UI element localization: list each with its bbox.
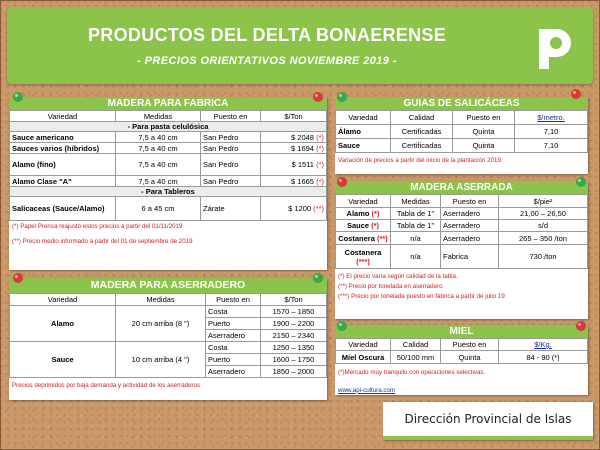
col-header: Puesto en <box>201 111 261 122</box>
cell-precio: $ 1200 (**) <box>261 197 327 221</box>
cell-variedad: Sauce <box>10 342 116 378</box>
cell-variedad: Miel Oscura <box>336 351 391 364</box>
cell-precio: 84 - 90 (*) <box>499 351 588 364</box>
cell-precio: s/d <box>499 220 588 232</box>
header-banner <box>7 7 593 84</box>
col-header: $/Ton <box>261 294 327 306</box>
col-header: Variedad <box>10 294 116 306</box>
cell-precio: $ 1665 (*) <box>261 176 327 187</box>
cell-puesto: Quinta <box>453 125 515 139</box>
table-row <box>336 232 588 245</box>
pushpin-icon <box>575 176 587 188</box>
col-header: Medidas <box>116 294 206 306</box>
cell-variedad: Sauce (*) <box>336 220 391 232</box>
col-header: $/pie² <box>499 195 588 208</box>
cell-calidad: 50/100 mm <box>391 351 441 364</box>
pushpin-icon <box>570 88 582 100</box>
footer-card <box>383 402 593 440</box>
section-label: - Para pasta celulósica <box>10 122 327 132</box>
pushpin-icon <box>12 91 24 103</box>
cell-variedad: Alamo (*) <box>336 208 391 220</box>
cell-puesto: Puerto <box>206 354 261 366</box>
footnote: (*) Papel Prensa reajustó estos precios a partir del 01/11/2019 <box>12 223 183 230</box>
cell-variedad: Alamo <box>10 306 116 342</box>
cell-puesto: Aserradero <box>441 232 499 245</box>
footnote: (*)Mercado muy tranquilo con operaciones selectivas. <box>338 369 486 376</box>
aserrada-table <box>335 194 588 269</box>
pushpin-icon <box>312 272 324 284</box>
col-header: Puesto en <box>206 294 261 306</box>
cell-puesto: Costa <box>206 306 261 318</box>
cell-puesto: Aserradero <box>441 208 499 220</box>
miel-table <box>335 338 588 364</box>
table-row <box>10 154 327 176</box>
footnote: (***) Precio por tonelada puesto en fábrica a partir de julio 19 <box>338 292 505 300</box>
cell-calidad: Certificadas <box>391 125 453 139</box>
table-row <box>336 125 588 139</box>
cell-medidas: 7,5 a 40 cm <box>116 143 201 154</box>
col-header: $/Kg. <box>499 339 588 351</box>
footnote: (**) Precio por tonelada en aserradero <box>338 282 443 290</box>
cell-precio: 2150 – 2340 <box>261 330 327 342</box>
col-header: Medidas <box>391 195 441 208</box>
cell-medidas: 7,5 a 40 cm <box>116 132 201 143</box>
panel-title: MADERA PARA FABRICA <box>9 97 327 110</box>
panel-title: MADERA PARA ASERRADERO <box>9 278 327 293</box>
cell-puesto: San Pedro <box>201 132 261 143</box>
cell-puesto: San Pedro <box>201 143 261 154</box>
cell-precio: $ 1511 (*) <box>261 154 327 176</box>
table-row <box>336 351 588 364</box>
cell-precio: 730 /ton <box>499 245 588 269</box>
col-header: $/metro. <box>515 111 588 125</box>
col-header: Medidas <box>116 111 201 122</box>
col-header: Variedad <box>336 195 391 208</box>
pushpin-icon <box>575 320 587 332</box>
cell-puesto: Aserradero <box>206 366 261 378</box>
cell-calidad: Certificadas <box>391 139 453 153</box>
cell-precio: 7,10 <box>515 125 588 139</box>
table-row <box>10 197 327 221</box>
cell-variedad: Alamo Clase "A" <box>10 176 116 187</box>
cell-precio: 1250 – 1350 <box>261 342 327 354</box>
cell-precio: 7,10 <box>515 139 588 153</box>
pushpin-icon <box>12 272 24 284</box>
cell-medidas: n/a <box>391 245 441 269</box>
page-subtitle: - PRECIOS ORIENTATIVOS NOVIEMBRE 2019 - <box>137 55 397 67</box>
cell-puesto: Fabrica <box>441 245 499 269</box>
cell-puesto: San Pedro <box>201 176 261 187</box>
cell-puesto: San Pedro <box>201 154 261 176</box>
cell-medidas: 7,5 a 40 cm <box>116 176 201 187</box>
cell-variedad: Salicaceas (Sauce/Alamo) <box>10 197 116 221</box>
cell-puesto: Aserradero <box>441 220 499 232</box>
cell-puesto: Costa <box>206 342 261 354</box>
table-row <box>10 342 327 354</box>
cell-precio: 265 – 350 /ton <box>499 232 588 245</box>
footnote: (**) Precio medio informado a partir del 01 de septiembre de 2019 <box>12 237 193 245</box>
cell-variedad: Costanera (***) <box>336 245 391 269</box>
logo-p-icon <box>535 25 577 73</box>
table-row <box>336 220 588 232</box>
panel-title: MIEL <box>335 325 588 338</box>
cell-precio: 21,00 – 26,50 <box>499 208 588 220</box>
table-row <box>336 208 588 220</box>
col-header: Calidad <box>391 339 441 351</box>
cell-variedad: Álamo <box>336 125 391 139</box>
fabrica-table <box>9 110 327 221</box>
panel-madera-aserrada <box>335 181 588 319</box>
cell-precio: $ 1694 (*) <box>261 143 327 154</box>
aserradero-table <box>9 293 327 378</box>
pushpin-icon <box>336 320 348 332</box>
cell-puesto: Quinta <box>441 351 499 364</box>
cell-variedad: Alamo (fino) <box>10 154 116 176</box>
cell-variedad: Sauces varios (híbridos) <box>10 143 116 154</box>
cell-puesto: Zárate <box>201 197 261 221</box>
table-row <box>336 139 588 153</box>
cell-medidas: 7,5 a 40 cm <box>116 154 201 176</box>
col-header: Variedad <box>10 111 116 122</box>
footnote: Variación de precios a partir del inicio de la plantación 2019. <box>338 157 503 164</box>
cell-variedad: Sauce <box>336 139 391 153</box>
table-row <box>336 245 588 269</box>
page-title: PRODUCTOS DEL DELTA BONAERENSE <box>87 25 447 45</box>
cell-puesto: Puerto <box>206 318 261 330</box>
cell-precio: 1600 – 1750 <box>261 354 327 366</box>
panel-madera-fabrica <box>9 97 327 270</box>
cell-precio: 1570 – 1850 <box>261 306 327 318</box>
col-header: Puesto en <box>453 111 515 125</box>
cell-variedad: Sauce americano <box>10 132 116 143</box>
cell-variedad: Costanera (**) <box>336 232 391 245</box>
pushpin-icon <box>312 91 324 103</box>
table-row <box>10 132 327 143</box>
panel-guias-salicaceas <box>335 97 588 174</box>
cell-precio: 1900 – 2200 <box>261 318 327 330</box>
col-header: Puesto en <box>441 339 499 351</box>
cell-puesto: Aserradero <box>206 330 261 342</box>
pushpin-icon <box>336 176 348 188</box>
footnote: (*) El precio varía según calidad de la tabla. <box>338 273 458 280</box>
section-label: - Para Tableros <box>10 187 327 197</box>
footnote: Precios deprimidos por baja demanda y actividad de los aserraderos <box>12 382 201 389</box>
panel-title: MADERA ASERRADA <box>335 181 588 194</box>
col-header: Variedad <box>336 111 391 125</box>
table-row <box>10 176 327 187</box>
cell-precio: $ 2048 (*) <box>261 132 327 143</box>
table-row <box>10 143 327 154</box>
cell-medidas: 20 cm arriba (8 ") <box>116 306 206 342</box>
pushpin-icon <box>336 91 348 103</box>
panel-madera-aserradero <box>9 278 327 400</box>
api-cultura-link[interactable]: www.api-cultura.com <box>338 386 396 394</box>
panel-title: GUIAS DE SALICÁCEAS <box>335 97 588 110</box>
col-header: $/Ton <box>261 111 327 122</box>
table-row <box>10 306 327 318</box>
cell-puesto: Quinta <box>453 139 515 153</box>
cell-medidas: n/a <box>391 232 441 245</box>
footer-text: Dirección Provincial de Islas <box>404 412 572 426</box>
col-header: Calidad <box>391 111 453 125</box>
cell-medidas: Tabla de 1" <box>391 208 441 220</box>
col-header: Variedad <box>336 339 391 351</box>
cell-medidas: Tabla de 1" <box>391 220 441 232</box>
col-header: Puesto en <box>441 195 499 208</box>
cell-medidas: 10 cm arriba (4 ") <box>116 342 206 378</box>
cell-precio: 1850 – 2000 <box>261 366 327 378</box>
guias-table <box>335 110 588 153</box>
panel-miel <box>335 325 588 395</box>
cell-medidas: 6 a 45 cm <box>116 197 201 221</box>
